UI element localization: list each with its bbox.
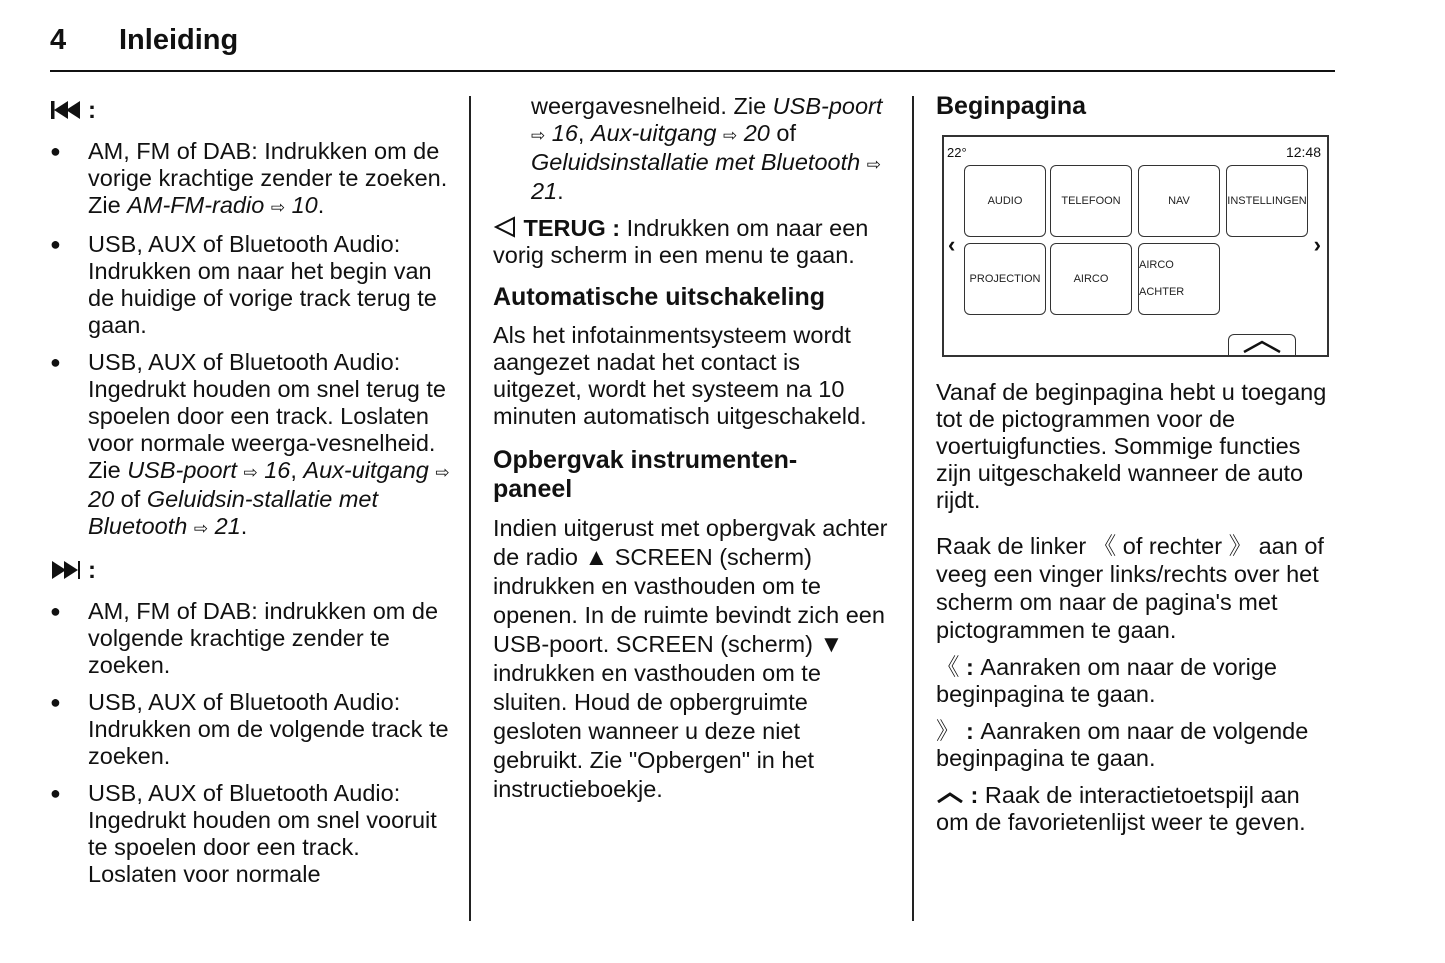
reference-arrow-icon: ⇨	[193, 519, 209, 538]
prev-page-description: 《 : Aanraken om naar de vorige beginpagina te gaan.	[936, 654, 1277, 707]
right-column	[936, 92, 1336, 836]
back-button-description: TERUG : Indrukken om naar een vorig scherm in een menu te gaan.	[493, 215, 869, 268]
skip-forward-icon	[50, 559, 84, 581]
auto-off-text: Als het infotainmentsysteem wordt aangezet nadat het contact is uitgezet, wordt het systeem na 10 minuten automatisch uitgeschakeld.	[493, 322, 867, 429]
double-chevron-right-icon: 》	[1228, 533, 1253, 559]
column-divider	[912, 96, 914, 921]
next-track-heading: :	[50, 552, 450, 588]
section-title-home: Beginpagina	[936, 92, 1087, 120]
temperature-readout: 22°	[947, 145, 967, 160]
tile-nav[interactable]: NAV	[1138, 165, 1220, 237]
reference-arrow-icon: ⇨	[531, 126, 546, 145]
left-column	[50, 92, 450, 898]
double-chevron-right-icon: 》	[936, 718, 960, 744]
reference-arrow-icon: ⇨	[270, 198, 286, 217]
list-item: ● AM, FM of DAB: indrukken om de volgende krachtige zender te zoeken.	[50, 598, 450, 679]
column-divider	[469, 96, 471, 921]
chevron-up-icon	[936, 791, 964, 803]
list-item: ● AM, FM of DAB: Indrukken om de vorige krachtige zender te zoeken. Zie AM-FM-radio ⇨ 10.	[50, 138, 450, 221]
list-item: ● USB, AUX of Bluetooth Audio: Ingedrukt houden om snel terug te spoelen door een track. Loslaten voor normale weerga-vesnelheid. Zie USB-poort ⇨ 16, Aux-uitgang ⇨ 20 of Geluidsin-stallatie met Bluetooth ⇨ 21.	[50, 349, 450, 542]
reference-arrow-icon: ⇨	[866, 155, 881, 174]
skip-back-icon	[50, 99, 84, 121]
home-intro-text: Vanaf de beginpagina hebt u toegang tot de pictogrammen voor de voertuigfuncties. Sommige functies zijn uitgeschakeld wanneer de auto rijdt.	[936, 379, 1327, 513]
chevron-up-icon	[1242, 339, 1282, 353]
swipe-text: Raak de linker 《 of rechter 》 aan of veeg een vinger links/rechts over het scherm om naar de pagina's met pictogrammen te gaan.	[936, 533, 1324, 643]
reference-arrow-icon: ⇨	[722, 126, 738, 145]
page-number: 4	[50, 24, 67, 56]
list-item: ● USB, AUX of Bluetooth Audio: Indrukken om naar het begin van de huidige of vorige track terug te gaan.	[50, 231, 450, 339]
chevron-right-icon[interactable]: ›	[1313, 232, 1321, 257]
page-title: Inleiding	[119, 24, 239, 56]
tile-airco-achter[interactable]: AIRCO ACHTER	[1138, 243, 1220, 315]
list-item: ● USB, AUX of Bluetooth Audio: Ingedrukt houden om snel vooruit te spoelen door een track. Loslaten voor normale	[50, 780, 450, 888]
middle-column	[493, 93, 893, 804]
triangle-up-icon: ▲	[584, 544, 609, 571]
tile-projection[interactable]: PROJECTION	[964, 243, 1046, 315]
section-title-auto-off: Automatische uitschakeling	[493, 283, 826, 311]
reference-arrow-icon: ⇨	[435, 463, 450, 482]
reference-arrow-icon: ⇨	[243, 463, 258, 482]
back-triangle-icon	[493, 216, 517, 238]
list-item: ● USB, AUX of Bluetooth Audio: Indrukken om de volgende track te zoeken.	[50, 689, 450, 770]
tile-telefoon[interactable]: TELEFOON	[1050, 165, 1132, 237]
storage-text: Indien uitgerust met opbergvak achter de radio ▲ SCREEN (scherm) indrukken en vasthouden om te openen. In de ruimte bevindt zich een USB-poort. SCREEN (scherm) ▼ indrukken en vasthouden om te sluiten. Houd de opbergruimte gesloten wanneer u deze niet gebruikt. Zie "Opbergen" in het instructieboekje.	[493, 515, 888, 802]
tile-instellingen[interactable]: INSTELLINGEN	[1226, 165, 1308, 237]
favorites-description: : Raak de interactietoetspijl aan om de favorietenlijst weer te geven.	[936, 782, 1306, 835]
home-screen-illustration	[942, 135, 1329, 357]
double-chevron-left-icon: 《	[1092, 533, 1117, 559]
prev-track-heading: :	[50, 92, 450, 128]
triangle-down-icon: ▼	[819, 631, 844, 658]
next-page-description: 》 : Aanraken om naar de volgende beginpagina te gaan.	[936, 718, 1309, 771]
section-title-storage: Opbergvak instrumenten-paneel	[493, 446, 798, 503]
tile-audio[interactable]: AUDIO	[964, 165, 1046, 237]
clock-readout: 12:48	[1285, 144, 1321, 160]
chevron-left-icon[interactable]: ‹	[948, 232, 956, 257]
double-chevron-left-icon: 《	[936, 654, 960, 680]
favorites-tab[interactable]	[1228, 334, 1296, 357]
tile-airco[interactable]: AIRCO	[1050, 243, 1132, 315]
header-rule	[50, 70, 1335, 72]
continuation-text: weergavesnelheid. Zie USB-poort ⇨ 16, Aux-uitgang ⇨ 20 of Geluidsinstallatie met Bluetooth ⇨ 21.	[531, 93, 883, 204]
